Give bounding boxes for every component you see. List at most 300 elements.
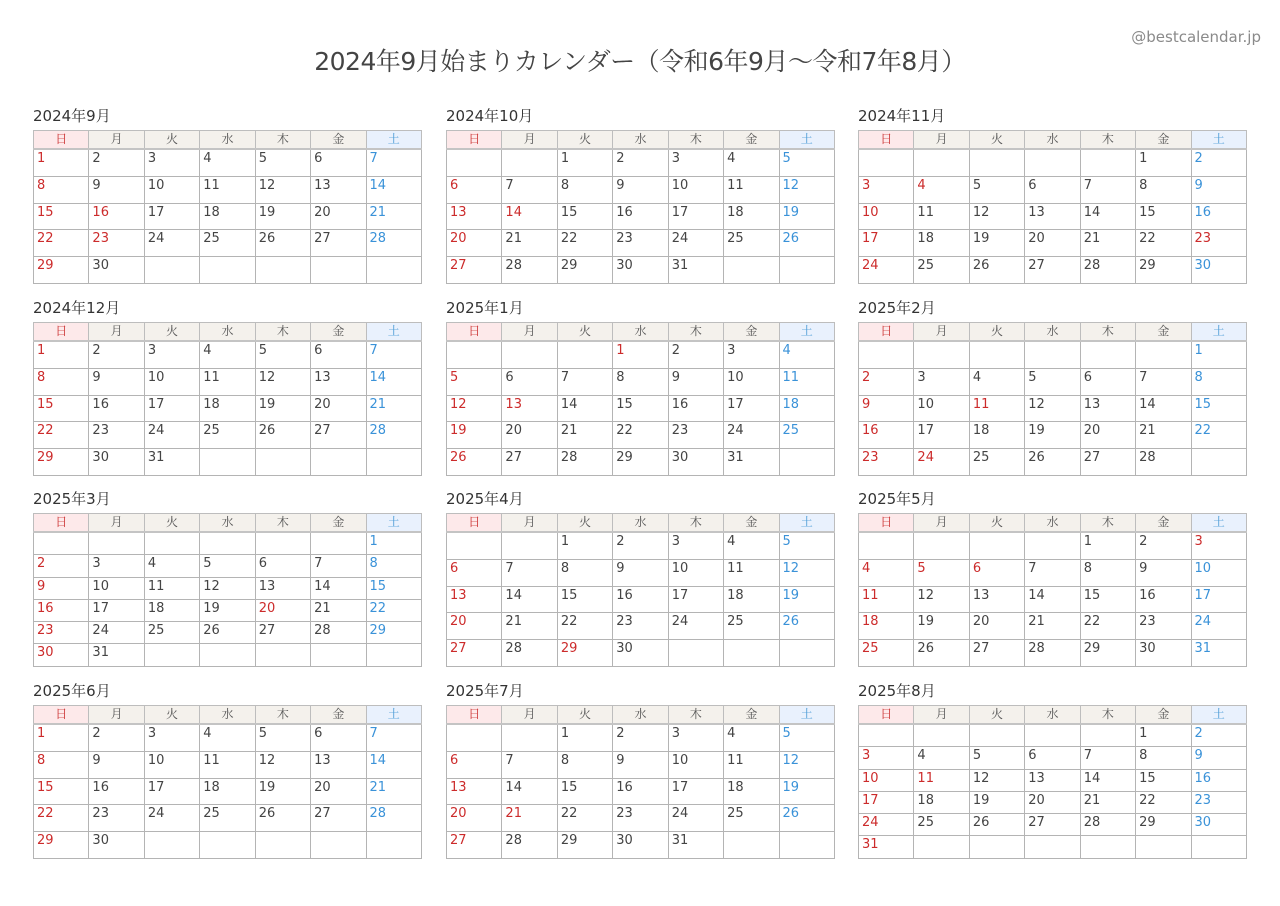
day-cell: 25	[724, 805, 779, 832]
day-cell: 6	[1025, 747, 1080, 769]
weekday-header: 土	[1191, 131, 1246, 150]
weekday-header: 日	[447, 323, 502, 342]
day-cell: 23	[859, 449, 914, 476]
day-cell: 12	[779, 559, 834, 586]
week-row	[447, 203, 835, 230]
month-calendar	[446, 107, 835, 284]
day-cell: 12	[447, 395, 502, 422]
site-credit: @bestcalendar.jp	[1131, 28, 1261, 46]
day-cell: 11	[914, 769, 969, 791]
day-cell: 4	[200, 149, 255, 176]
day-cell: 17	[914, 422, 969, 449]
day-cell: 31	[89, 644, 144, 666]
day-cell: 23	[613, 230, 668, 257]
day-cell: 30	[34, 644, 89, 666]
weekday-header-row	[859, 323, 1247, 342]
day-cell: 20	[311, 778, 366, 805]
day-cell: 29	[366, 622, 421, 644]
empty-cell	[311, 532, 366, 555]
day-cell: 15	[34, 395, 89, 422]
empty-cell	[447, 532, 502, 559]
day-cell: 18	[914, 230, 969, 257]
day-cell: 29	[557, 832, 612, 859]
weekday-header: 木	[255, 706, 310, 725]
empty-cell	[1080, 724, 1135, 747]
day-cell: 7	[1080, 747, 1135, 769]
empty-cell	[311, 832, 366, 859]
weekday-header: 日	[859, 323, 914, 342]
week-row	[34, 832, 422, 859]
month-table	[446, 513, 835, 667]
day-cell: 24	[89, 622, 144, 644]
day-cell: 12	[255, 176, 310, 203]
day-cell: 16	[613, 586, 668, 613]
day-cell: 27	[311, 805, 366, 832]
week-row	[447, 559, 835, 586]
day-cell: 3	[144, 724, 199, 751]
week-row	[34, 532, 422, 555]
day-cell: 2	[34, 555, 89, 577]
day-cell: 8	[1191, 368, 1246, 395]
empty-cell	[1025, 149, 1080, 176]
weekday-header: 月	[89, 514, 144, 533]
empty-cell	[502, 149, 557, 176]
day-cell: 28	[366, 422, 421, 449]
day-cell: 13	[1025, 203, 1080, 230]
week-row	[447, 149, 835, 176]
weekday-header-row	[34, 514, 422, 533]
day-cell: 27	[311, 422, 366, 449]
day-cell: 5	[779, 724, 834, 751]
week-row	[859, 203, 1247, 230]
day-cell: 25	[144, 622, 199, 644]
day-cell: 14	[1025, 586, 1080, 613]
day-cell: 20	[1025, 230, 1080, 257]
day-cell: 7	[557, 368, 612, 395]
day-cell: 27	[447, 257, 502, 284]
day-cell: 16	[668, 395, 723, 422]
day-cell: 20	[969, 613, 1024, 640]
day-cell: 2	[89, 149, 144, 176]
day-cell: 22	[1136, 791, 1191, 813]
day-cell: 22	[1191, 422, 1246, 449]
week-row	[34, 176, 422, 203]
week-row	[447, 832, 835, 859]
day-cell: 13	[311, 368, 366, 395]
week-row	[859, 559, 1247, 586]
day-cell: 7	[502, 559, 557, 586]
day-cell: 10	[859, 203, 914, 230]
day-cell: 6	[1080, 368, 1135, 395]
day-cell: 1	[34, 341, 89, 368]
day-cell: 17	[668, 586, 723, 613]
day-cell: 14	[366, 176, 421, 203]
day-cell: 21	[1080, 230, 1135, 257]
day-cell: 15	[1080, 586, 1135, 613]
week-row	[447, 449, 835, 476]
empty-cell	[1025, 532, 1080, 559]
day-cell: 21	[366, 203, 421, 230]
day-cell: 24	[668, 805, 723, 832]
day-cell: 20	[311, 395, 366, 422]
day-cell: 10	[914, 395, 969, 422]
day-cell: 11	[200, 368, 255, 395]
empty-cell	[200, 832, 255, 859]
day-cell: 23	[668, 422, 723, 449]
day-cell: 8	[557, 751, 612, 778]
weekday-header: 月	[914, 514, 969, 533]
empty-cell	[779, 257, 834, 284]
weekday-header: 金	[724, 706, 779, 725]
empty-cell	[447, 341, 502, 368]
day-cell: 15	[557, 586, 612, 613]
day-cell: 25	[200, 422, 255, 449]
month-table	[858, 513, 1247, 667]
day-cell: 16	[613, 778, 668, 805]
empty-cell	[1191, 836, 1246, 858]
day-cell: 28	[557, 449, 612, 476]
day-cell: 25	[200, 230, 255, 257]
day-cell: 28	[1025, 640, 1080, 667]
empty-cell	[1080, 836, 1135, 858]
day-cell: 3	[859, 747, 914, 769]
empty-cell	[557, 341, 612, 368]
empty-cell	[502, 724, 557, 751]
weekday-header-row	[447, 323, 835, 342]
day-cell: 18	[200, 778, 255, 805]
day-cell: 14	[502, 203, 557, 230]
day-cell: 24	[668, 230, 723, 257]
day-cell: 9	[89, 176, 144, 203]
day-cell: 9	[1136, 559, 1191, 586]
month-calendar	[446, 299, 835, 476]
weekday-header: 土	[1191, 706, 1246, 725]
day-cell: 30	[89, 449, 144, 476]
day-cell: 27	[1025, 814, 1080, 836]
week-row	[34, 230, 422, 257]
weekday-header-row	[859, 514, 1247, 533]
day-cell: 5	[1025, 368, 1080, 395]
day-cell: 20	[1080, 422, 1135, 449]
empty-cell	[779, 832, 834, 859]
month-table	[33, 705, 422, 859]
month-table	[858, 322, 1247, 476]
week-row	[859, 449, 1247, 476]
week-row	[447, 805, 835, 832]
month-table	[446, 322, 835, 476]
weekday-header: 日	[859, 131, 914, 150]
weekday-header: 月	[914, 131, 969, 150]
week-row	[447, 341, 835, 368]
weekday-header: 金	[724, 514, 779, 533]
day-cell: 16	[613, 203, 668, 230]
empty-cell	[914, 532, 969, 559]
day-cell: 1	[557, 724, 612, 751]
empty-cell	[1191, 449, 1246, 476]
weekday-header: 金	[311, 706, 366, 725]
day-cell: 14	[557, 395, 612, 422]
week-row	[447, 778, 835, 805]
weekday-header: 水	[200, 706, 255, 725]
day-cell: 6	[1025, 176, 1080, 203]
weekday-header: 金	[1136, 706, 1191, 725]
empty-cell	[1025, 836, 1080, 858]
day-cell: 9	[859, 395, 914, 422]
day-cell: 18	[724, 586, 779, 613]
day-cell: 6	[969, 559, 1024, 586]
day-cell: 10	[724, 368, 779, 395]
day-cell: 18	[200, 203, 255, 230]
weekday-header: 土	[779, 131, 834, 150]
day-cell: 22	[34, 422, 89, 449]
weekday-header: 火	[144, 514, 199, 533]
week-row	[34, 149, 422, 176]
day-cell: 11	[779, 368, 834, 395]
weekday-header: 水	[1025, 131, 1080, 150]
weekday-header: 火	[144, 131, 199, 150]
day-cell: 7	[366, 724, 421, 751]
day-cell: 21	[1080, 791, 1135, 813]
day-cell: 15	[1136, 203, 1191, 230]
day-cell: 28	[311, 622, 366, 644]
day-cell: 3	[914, 368, 969, 395]
empty-cell	[366, 257, 421, 284]
day-cell: 13	[311, 176, 366, 203]
weekday-header: 水	[613, 514, 668, 533]
day-cell: 1	[34, 724, 89, 751]
day-cell: 3	[668, 724, 723, 751]
weekday-header: 火	[144, 323, 199, 342]
day-cell: 16	[1191, 203, 1246, 230]
empty-cell	[255, 644, 310, 666]
empty-cell	[914, 724, 969, 747]
week-row	[447, 751, 835, 778]
day-cell: 22	[557, 230, 612, 257]
day-cell: 2	[613, 532, 668, 559]
week-row	[34, 449, 422, 476]
empty-cell	[89, 532, 144, 555]
day-cell: 18	[969, 422, 1024, 449]
day-cell: 31	[668, 257, 723, 284]
empty-cell	[200, 644, 255, 666]
week-row	[859, 747, 1247, 769]
week-row	[34, 257, 422, 284]
week-row	[859, 368, 1247, 395]
week-row	[447, 257, 835, 284]
day-cell: 8	[34, 751, 89, 778]
day-cell: 14	[502, 778, 557, 805]
day-cell: 25	[914, 814, 969, 836]
empty-cell	[200, 257, 255, 284]
day-cell: 29	[1136, 814, 1191, 836]
day-cell: 23	[1191, 230, 1246, 257]
day-cell: 13	[1080, 395, 1135, 422]
day-cell: 5	[969, 747, 1024, 769]
day-cell: 20	[447, 613, 502, 640]
day-cell: 18	[724, 203, 779, 230]
day-cell: 9	[613, 559, 668, 586]
weekday-header: 月	[89, 323, 144, 342]
month-calendar	[446, 682, 835, 859]
day-cell: 30	[668, 449, 723, 476]
weekday-header: 金	[311, 514, 366, 533]
empty-cell	[724, 640, 779, 667]
weekday-header: 土	[779, 706, 834, 725]
weekday-header: 水	[613, 323, 668, 342]
month-table	[33, 513, 422, 667]
weekday-header: 木	[668, 131, 723, 150]
day-cell: 19	[1025, 422, 1080, 449]
weekday-header: 木	[668, 514, 723, 533]
day-cell: 14	[1136, 395, 1191, 422]
day-cell: 25	[200, 805, 255, 832]
day-cell: 12	[779, 751, 834, 778]
day-cell: 21	[502, 613, 557, 640]
empty-cell	[914, 341, 969, 368]
empty-cell	[914, 149, 969, 176]
day-cell: 15	[1191, 395, 1246, 422]
weekday-header: 木	[668, 706, 723, 725]
day-cell: 30	[1136, 640, 1191, 667]
week-row	[447, 368, 835, 395]
empty-cell	[1080, 149, 1135, 176]
month-title: 2025年2月	[858, 299, 936, 317]
day-cell: 16	[89, 395, 144, 422]
day-cell: 29	[557, 640, 612, 667]
day-cell: 19	[969, 230, 1024, 257]
week-row	[447, 532, 835, 559]
empty-cell	[144, 832, 199, 859]
day-cell: 23	[89, 805, 144, 832]
day-cell: 23	[1136, 613, 1191, 640]
month-title: 2025年1月	[446, 299, 524, 317]
weekday-header: 水	[613, 131, 668, 150]
week-row	[34, 599, 422, 621]
weekday-header: 日	[447, 131, 502, 150]
day-cell: 3	[144, 149, 199, 176]
empty-cell	[366, 449, 421, 476]
month-title: 2025年5月	[858, 490, 936, 508]
day-cell: 24	[914, 449, 969, 476]
month-title: 2024年10月	[446, 107, 534, 125]
weekday-header-row	[859, 706, 1247, 725]
weekday-header: 土	[366, 131, 421, 150]
weekday-header: 水	[1025, 514, 1080, 533]
day-cell: 4	[779, 341, 834, 368]
day-cell: 17	[859, 791, 914, 813]
day-cell: 28	[1080, 814, 1135, 836]
day-cell: 21	[366, 395, 421, 422]
day-cell: 11	[969, 395, 1024, 422]
day-cell: 8	[34, 176, 89, 203]
week-row	[447, 230, 835, 257]
day-cell: 9	[613, 176, 668, 203]
month-calendar	[33, 299, 422, 476]
day-cell: 29	[34, 257, 89, 284]
weekday-header: 火	[557, 131, 612, 150]
day-cell: 17	[859, 230, 914, 257]
day-cell: 24	[859, 814, 914, 836]
month-title: 2024年11月	[858, 107, 946, 125]
weekday-header: 木	[255, 323, 310, 342]
day-cell: 13	[447, 203, 502, 230]
empty-cell	[668, 640, 723, 667]
day-cell: 27	[447, 640, 502, 667]
empty-cell	[969, 724, 1024, 747]
day-cell: 26	[914, 640, 969, 667]
week-row	[34, 395, 422, 422]
day-cell: 18	[779, 395, 834, 422]
weekday-header: 木	[1080, 131, 1135, 150]
day-cell: 26	[779, 805, 834, 832]
day-cell: 13	[311, 751, 366, 778]
day-cell: 11	[724, 751, 779, 778]
weekday-header: 月	[914, 323, 969, 342]
weekday-header: 木	[1080, 706, 1135, 725]
day-cell: 8	[613, 368, 668, 395]
day-cell: 25	[779, 422, 834, 449]
day-cell: 31	[668, 832, 723, 859]
day-cell: 29	[1080, 640, 1135, 667]
weekday-header: 金	[311, 323, 366, 342]
day-cell: 10	[144, 176, 199, 203]
week-row	[34, 805, 422, 832]
month-calendar	[858, 682, 1247, 859]
empty-cell	[366, 644, 421, 666]
weekday-header: 金	[1136, 514, 1191, 533]
empty-cell	[144, 257, 199, 284]
day-cell: 5	[255, 341, 310, 368]
weekday-header: 日	[859, 514, 914, 533]
week-row	[859, 149, 1247, 176]
day-cell: 29	[1136, 257, 1191, 284]
month-calendar	[858, 490, 1247, 667]
empty-cell	[502, 532, 557, 559]
day-cell: 21	[1136, 422, 1191, 449]
week-row	[859, 257, 1247, 284]
day-cell: 12	[779, 176, 834, 203]
day-cell: 1	[613, 341, 668, 368]
weekday-header: 火	[969, 514, 1024, 533]
weekday-header: 火	[557, 323, 612, 342]
month-calendar	[858, 107, 1247, 284]
empty-cell	[1136, 836, 1191, 858]
empty-cell	[1025, 724, 1080, 747]
empty-cell	[255, 449, 310, 476]
day-cell: 17	[89, 599, 144, 621]
weekday-header: 土	[1191, 514, 1246, 533]
day-cell: 15	[34, 778, 89, 805]
day-cell: 12	[255, 751, 310, 778]
week-row	[859, 176, 1247, 203]
day-cell: 31	[1191, 640, 1246, 667]
day-cell: 4	[144, 555, 199, 577]
week-row	[859, 586, 1247, 613]
month-title: 2025年7月	[446, 682, 524, 700]
day-cell: 7	[502, 176, 557, 203]
day-cell: 3	[668, 149, 723, 176]
month-calendar	[33, 107, 422, 284]
day-cell: 25	[724, 230, 779, 257]
day-cell: 21	[502, 805, 557, 832]
weekday-header: 月	[89, 131, 144, 150]
weekday-header: 月	[502, 131, 557, 150]
day-cell: 1	[1080, 532, 1135, 559]
weekday-header: 火	[557, 706, 612, 725]
empty-cell	[859, 341, 914, 368]
day-cell: 15	[34, 203, 89, 230]
day-cell: 20	[502, 422, 557, 449]
